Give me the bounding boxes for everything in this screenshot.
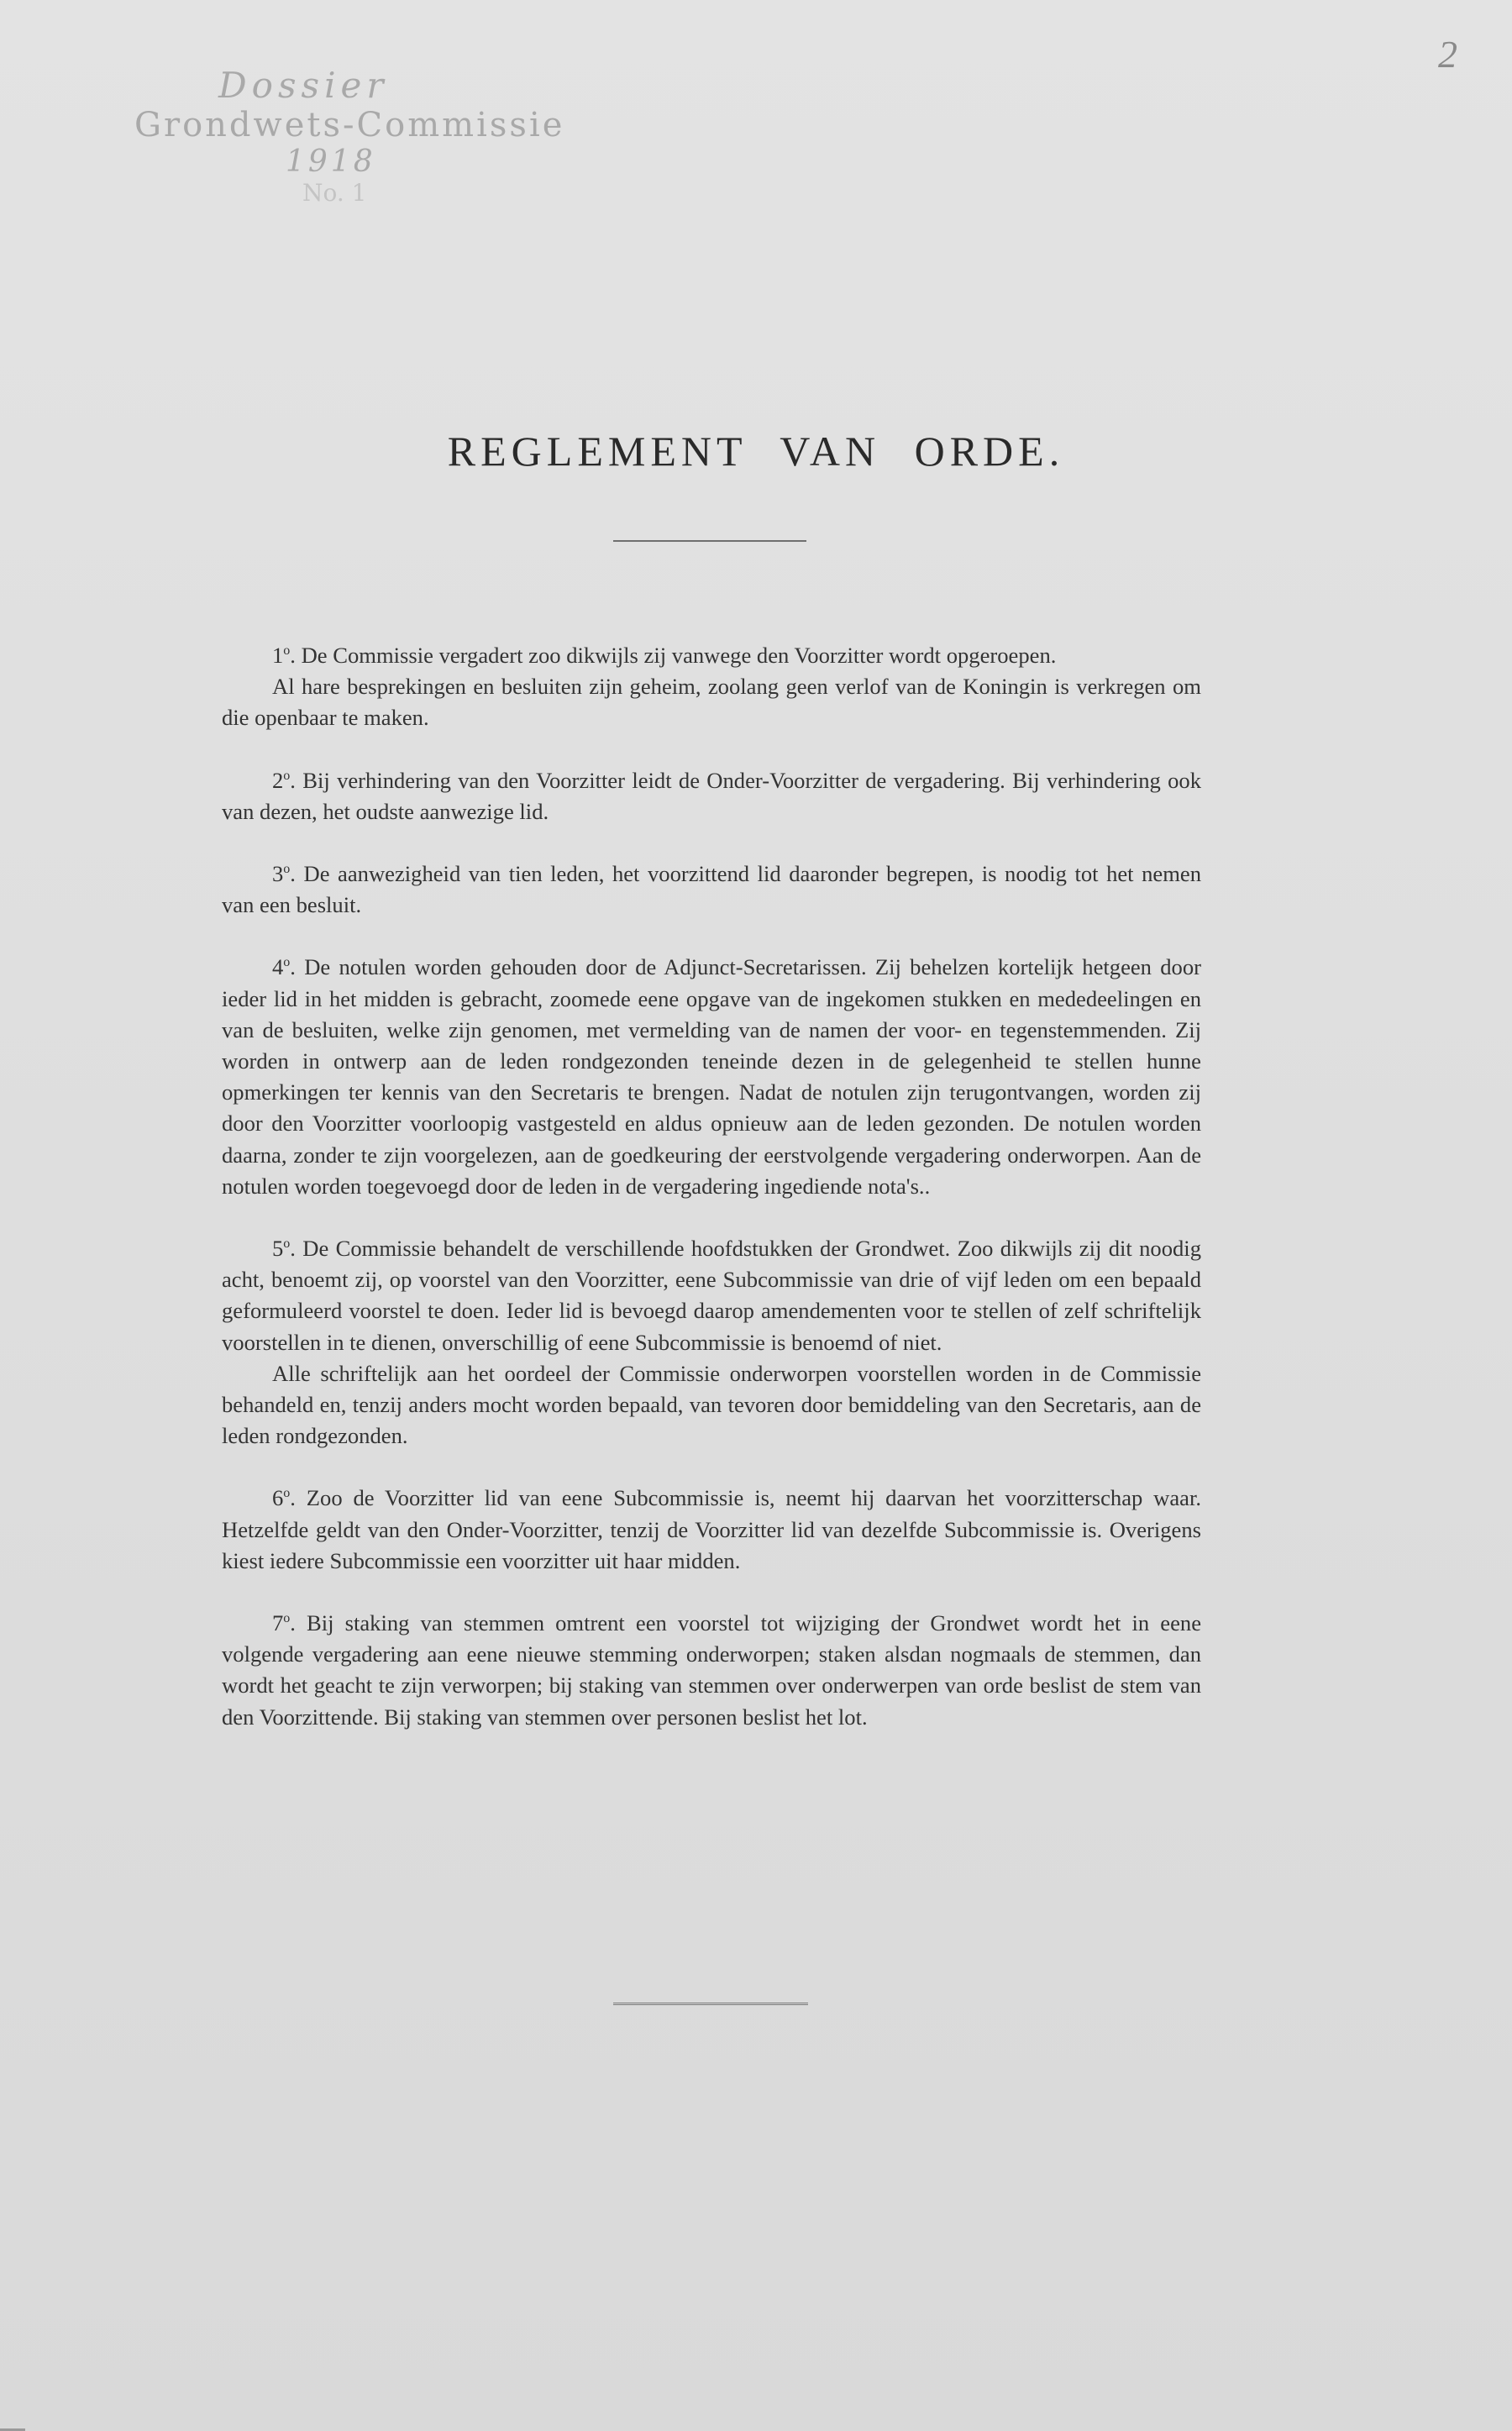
archive-stamp	[134, 65, 565, 207]
end-divider	[613, 2003, 808, 2005]
article-7	[222, 1608, 1201, 1733]
article-number: 2	[272, 767, 284, 793]
stamp-line-2: Grondwets-Commissie	[134, 106, 565, 145]
article-text: Zoo de Voorzitter lid van eene Subcommissie is, neemt hij daarvan het voorzitterschap waar. Hetzelfde geldt van den Onder-Voorzitter, tenzij de Voorzitter lid van dezelfde Subcommissie is. Overigens kiest iedere Subcommissie een voorzitter uit haar midden.	[222, 1485, 1202, 1573]
article-number: 4	[272, 954, 284, 980]
document-body	[222, 640, 1201, 1733]
article-text: Bij verhindering van den Voorzitter leidt de Onder-Voorzitter de vergadering. Bij verhindering ook van dezen, het oudste aanwezige lid.	[222, 767, 1201, 824]
article-paragraph: 4$^o$. De notulen worden gehouden door de Adjunct-Secretarissen. Zij behelzen kortelijk hetgeen door ieder lid in het midden is gebracht, zoomede eene opgave van de ingekomen stukken en mededeelingen en van de besluiten, welke zijn genomen, met vermelding van de namen der voor- en tegenstemmenden. Zij worden in ontwerp aan de leden rondgezonden teneinde dezen in de gelegenheid te stellen hunne opmerkingen ter kennis van den Secretaris te brengen. Nadat de notulen zijn terugontvangen, worden zij door den Voorzitter voorloopig vastgesteld en aldus opnieuw aan de leden gezonden. De notulen worden daarna, zonder te zijn voorgelezen, aan de goedkeuring der eerstvolgende vergadering onderworpen. Aan de notulen worden toegevoegd door de leden in de vergadering ingediende nota's..	[222, 954, 1201, 1199]
article-1	[222, 640, 1201, 734]
article-text: De Commissie vergadert zoo dikwijls zij vanwege den Voorzitter wordt opgeroepen.	[301, 643, 1057, 668]
article-number: 6	[272, 1485, 284, 1511]
stamp-line-4: No. 1	[302, 178, 367, 207]
article-number: 3	[272, 861, 284, 887]
article-paragraph: 5$^o$. De Commissie behandelt de verschillende hoofdstukken der Grondwet. Zoo dikwijls zij dit noodig acht, benoemt zij, op voorstel van den Voorzitter, eene Subcommissie van drie of vijf leden om een bepaald geformuleerd voorstel te doen. Ieder lid is bevoegd daarop amendementen voor te stellen of zelf schriftelijk voorstellen in te dienen, onverschillig of eene Subcommissie is benoemd of niet.	[222, 1236, 1201, 1355]
stamp-line-3: 1918	[286, 144, 376, 180]
article-4	[222, 952, 1201, 1202]
article-number: 1	[272, 643, 284, 668]
article-text: Al hare besprekingen en besluiten zijn geheim, zoolang geen verlof van de Koningin is verkregen om die openbaar te maken.	[222, 674, 1201, 731]
article-paragraph: 2$^o$. Bij verhindering van den Voorzitter leidt de Onder-Voorzitter de vergadering. Bij verhindering ook van dezen, het oudste aanwezige lid.	[222, 767, 1201, 824]
article-2	[222, 765, 1201, 827]
title-divider	[613, 540, 806, 542]
article-paragraph: 1$^o$. De Commissie vergadert zoo dikwijls zij vanwege den Voorzitter wordt opgeroepen.	[272, 643, 1057, 668]
article-number: 7	[272, 1610, 284, 1636]
page-number: 2	[1438, 33, 1458, 76]
article-text: Bij staking van stemmen omtrent een voorstel tot wijziging der Grondwet wordt het in eene volgende vergadering aan eene nieuwe stemming onderworpen; staken alsdan nogmaals de stemmen, dan wordt het geacht te zijn verworpen; bij staking van stemmen over onderwerpen van orde beslist de stem van den Voorzittende. Bij staking van stemmen over personen beslist het lot.	[222, 1610, 1201, 1730]
article-paragraph: 3$^o$. De aanwezigheid van tien leden, het voorzittend lid daaronder begrepen, is noodig tot het nemen van een besluit.	[222, 861, 1202, 918]
document-title: REGLEMENT VAN ORDE.	[447, 428, 1065, 475]
article-paragraph	[222, 1358, 1201, 1452]
article-number: 5	[272, 1236, 284, 1262]
article-text: De notulen worden gehouden door de Adjunct-Secretarissen. Zij behelzen kortelijk hetgeen door ieder lid in het midden is gebracht, zoomede eene opgave van de ingekomen stukken en mededeelingen en van de besluiten, welke zijn genomen, met vermelding van de namen der voor- en tegenstemmenden. Zij worden in ontwerp aan de leden rondgezonden teneinde dezen in de gelegenheid te stellen hunne opmerkingen ter kennis van den Secretaris te brengen. Nadat de notulen zijn terugontvangen, worden zij door den Voorzitter voorloopig vastgesteld en aldus opnieuw aan de leden gezonden. De notulen worden daarna, zonder te zijn voorgelezen, aan de goedkeuring der eerstvolgende vergadering onderworpen. Aan de notulen worden toegevoegd door de leden in de vergadering ingediende nota's..	[222, 954, 1201, 1199]
article-text: De Commissie behandelt de verschillende hoofdstukken der Grondwet. Zoo dikwijls zij dit noodig acht, benoemt zij, op voorstel van den Voorzitter, eene Subcommissie van drie of vijf leden om een bepaald geformuleerd voorstel te doen. Ieder lid is bevoegd daarop amendementen voor te stellen of zelf schriftelijk voorstellen in te dienen, onverschillig of eene Subcommissie is benoemd of niet.	[222, 1236, 1201, 1355]
article-paragraph	[222, 671, 1201, 733]
article-3	[222, 858, 1201, 921]
article-5	[222, 1233, 1201, 1452]
article-text: Alle schriftelijk aan het oordeel der Commissie onderworpen voorstellen worden in de Commissie behandeld en, tenzij anders mocht worden bepaald, van tevoren door bemiddeling van den Secretaris, aan de leden rondgezonden.	[222, 1360, 1201, 1449]
stamp-line-1: Dossier	[218, 65, 389, 106]
article-paragraph: 6$^o$. Zoo de Voorzitter lid van eene Subcommissie is, neemt hij daarvan het voorzitterschap waar. Hetzelfde geldt van den Onder-Voorzitter, tenzij de Voorzitter lid van dezelfde Subcommissie is. Overigens kiest iedere Subcommissie een voorzitter uit haar midden.	[222, 1485, 1202, 1573]
article-6	[222, 1483, 1201, 1577]
article-paragraph: 7$^o$. Bij staking van stemmen omtrent een voorstel tot wijziging der Grondwet wordt het in eene volgende vergadering aan eene nieuwe stemming onderworpen; staken alsdan nogmaals de stemmen, dan wordt het geacht te zijn verworpen; bij staking van stemmen over onderwerpen van orde beslist de stem van den Voorzittende. Bij staking van stemmen over personen beslist het lot.	[222, 1610, 1201, 1730]
article-text: De aanwezigheid van tien leden, het voorzittend lid daaronder begrepen, is noodig tot het nemen van een besluit.	[222, 861, 1202, 918]
